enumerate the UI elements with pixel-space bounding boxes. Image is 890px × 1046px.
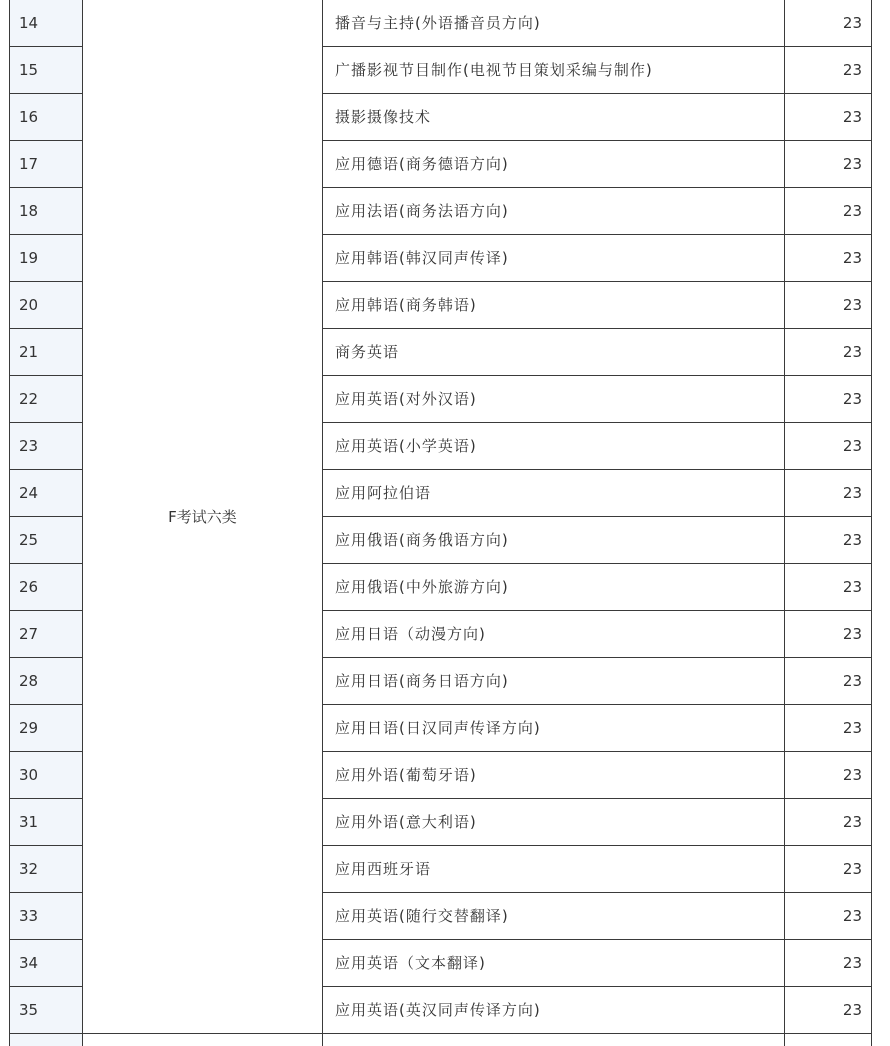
row-value: 23 bbox=[785, 329, 872, 376]
row-number: 16 bbox=[10, 94, 83, 141]
row-value-partial bbox=[785, 1034, 872, 1046]
major-name: 播音与主持(外语播音员方向) bbox=[323, 0, 785, 47]
major-name: 应用日语(商务日语方向) bbox=[323, 658, 785, 705]
row-value: 23 bbox=[785, 141, 872, 188]
major-table-body bbox=[10, 0, 872, 1046]
major-name: 应用外语(意大利语) bbox=[323, 799, 785, 846]
row-number: 28 bbox=[10, 658, 83, 705]
row-number: 33 bbox=[10, 893, 83, 940]
major-name: 应用日语（动漫方向) bbox=[323, 611, 785, 658]
table-row bbox=[10, 0, 872, 47]
row-number: 35 bbox=[10, 987, 83, 1034]
row-number: 26 bbox=[10, 564, 83, 611]
major-name: 广播影视节目制作(电视节目策划采编与制作) bbox=[323, 47, 785, 94]
major-name: 应用英语（文本翻译) bbox=[323, 940, 785, 987]
major-name: 应用外语(葡萄牙语) bbox=[323, 752, 785, 799]
category-cell: F考试六类 bbox=[83, 0, 323, 1034]
row-number: 22 bbox=[10, 376, 83, 423]
major-table-container bbox=[9, 0, 871, 1046]
row-number: 24 bbox=[10, 470, 83, 517]
row-number: 27 bbox=[10, 611, 83, 658]
row-value: 23 bbox=[785, 846, 872, 893]
row-number: 25 bbox=[10, 517, 83, 564]
major-table bbox=[9, 0, 872, 1046]
major-name: 应用阿拉伯语 bbox=[323, 470, 785, 517]
major-name: 应用西班牙语 bbox=[323, 846, 785, 893]
row-value: 23 bbox=[785, 705, 872, 752]
major-name: 应用英语(随行交替翻译) bbox=[323, 893, 785, 940]
row-value: 23 bbox=[785, 752, 872, 799]
major-name: 应用英语(英汉同声传译方向) bbox=[323, 987, 785, 1034]
row-value: 23 bbox=[785, 0, 872, 47]
major-name: 摄影摄像技术 bbox=[323, 94, 785, 141]
row-value: 23 bbox=[785, 376, 872, 423]
row-value: 23 bbox=[785, 940, 872, 987]
major-name: 应用日语(日汉同声传译方向) bbox=[323, 705, 785, 752]
row-number: 19 bbox=[10, 235, 83, 282]
row-value: 23 bbox=[785, 611, 872, 658]
row-number: 29 bbox=[10, 705, 83, 752]
major-name: 应用韩语(商务韩语) bbox=[323, 282, 785, 329]
row-number: 32 bbox=[10, 846, 83, 893]
row-number: 31 bbox=[10, 799, 83, 846]
major-name: 商务英语 bbox=[323, 329, 785, 376]
major-name: 应用英语(小学英语) bbox=[323, 423, 785, 470]
row-value: 23 bbox=[785, 94, 872, 141]
major-name: 应用英语(对外汉语) bbox=[323, 376, 785, 423]
row-value: 23 bbox=[785, 470, 872, 517]
row-number: 30 bbox=[10, 752, 83, 799]
row-value: 23 bbox=[785, 799, 872, 846]
major-name: 应用德语(商务德语方向) bbox=[323, 141, 785, 188]
row-number-partial bbox=[10, 1034, 83, 1046]
row-number: 14 bbox=[10, 0, 83, 47]
category-cell-partial bbox=[83, 1034, 323, 1046]
major-name-partial bbox=[323, 1034, 785, 1046]
row-value: 23 bbox=[785, 235, 872, 282]
row-number: 15 bbox=[10, 47, 83, 94]
row-value: 23 bbox=[785, 47, 872, 94]
row-value: 23 bbox=[785, 423, 872, 470]
row-number: 21 bbox=[10, 329, 83, 376]
table-row-partial bbox=[10, 1034, 872, 1046]
row-value: 23 bbox=[785, 282, 872, 329]
row-value: 23 bbox=[785, 893, 872, 940]
row-value: 23 bbox=[785, 188, 872, 235]
row-number: 17 bbox=[10, 141, 83, 188]
major-name: 应用法语(商务法语方向) bbox=[323, 188, 785, 235]
row-number: 20 bbox=[10, 282, 83, 329]
major-name: 应用俄语(商务俄语方向) bbox=[323, 517, 785, 564]
row-value: 23 bbox=[785, 517, 872, 564]
row-number: 34 bbox=[10, 940, 83, 987]
row-value: 23 bbox=[785, 987, 872, 1034]
row-number: 23 bbox=[10, 423, 83, 470]
row-value: 23 bbox=[785, 658, 872, 705]
major-name: 应用韩语(韩汉同声传译) bbox=[323, 235, 785, 282]
row-value: 23 bbox=[785, 564, 872, 611]
major-name: 应用俄语(中外旅游方向) bbox=[323, 564, 785, 611]
row-number: 18 bbox=[10, 188, 83, 235]
